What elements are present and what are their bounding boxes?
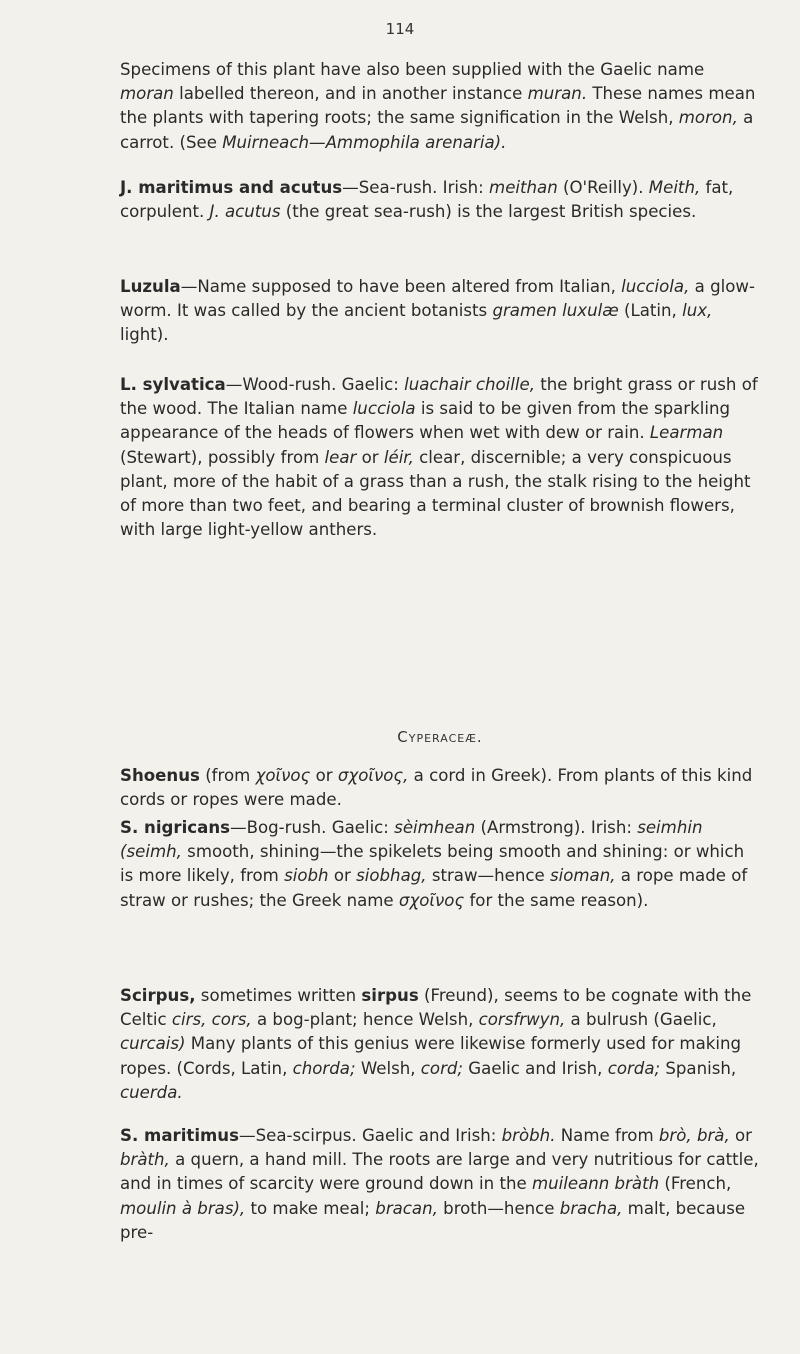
text-run: (French, — [659, 1174, 732, 1194]
term-bold: Shoenus — [120, 766, 200, 785]
term-italic: Learman — [649, 423, 724, 443]
term-italic: sioman, — [549, 866, 616, 886]
text-run: Gaelic and Irish, — [463, 1058, 608, 1078]
term-italic: cord; — [420, 1058, 464, 1078]
term-italic: sèimhean — [394, 818, 476, 837]
term-italic: bràth, — [120, 1150, 170, 1170]
text-run: a bog-plant; hence Welsh, — [251, 1010, 479, 1030]
term-italic: cuerda. — [120, 1082, 183, 1102]
text-run: fat, corpulent. — [120, 178, 734, 222]
term-italic: luachair choille, — [404, 375, 535, 394]
text-run: (from — [199, 766, 256, 785]
paragraph-juncus-maritimus — [120, 176, 760, 224]
term-italic: corsfrwyn, — [478, 1010, 566, 1030]
page-number: 114 — [385, 20, 415, 38]
paragraph-luzula — [120, 275, 760, 348]
term-bold: S. nigricans — [120, 818, 231, 837]
text-run: or — [328, 866, 357, 886]
term-bold: S. maritimus — [120, 1126, 239, 1145]
paragraph-scirpus-maritimus — [120, 1124, 760, 1245]
paragraph-moran — [120, 58, 760, 155]
text-run: Specimens of this plant have also been supplied with the Gaelic name — [120, 60, 705, 79]
term-italic: lear — [324, 447, 357, 467]
term-italic: brò, brà, — [658, 1126, 730, 1145]
text-run: malt, because pre- — [120, 1198, 746, 1242]
text-run: (the great sea-rush) is the largest British species. — [280, 202, 697, 222]
text-run: smooth, shining—the spikelets being smooth and shining: or which is more likely, from — [120, 842, 745, 886]
text-run: —Wood-rush. Gaelic: — [225, 375, 405, 394]
term-italic: moulin à bras), — [120, 1198, 246, 1218]
term-italic: meithan — [489, 178, 558, 197]
text-run: Spanish, — [660, 1058, 737, 1078]
text-run: straw—hence — [426, 866, 550, 886]
text-run: or — [729, 1126, 752, 1145]
text-run: (Latin, — [618, 301, 683, 321]
term-italic: muran. — [527, 84, 588, 104]
text-run: labelled thereon, and in another instance — [173, 84, 528, 104]
text-run: —Name supposed to have been altered from Italian, — [180, 277, 622, 296]
paragraph-luzula-sylvatica — [120, 373, 760, 542]
text-run: These names mean the plants with tapering roots; the same signification in the Welsh, — [120, 84, 756, 128]
text-run: or — [356, 447, 384, 467]
text-run: is said to be given from the sparkling appearance of the heads of flowers when wet with dew or rain. — [120, 399, 731, 443]
paragraph-shoenus — [120, 764, 760, 812]
term-italic: cirs, cors, — [171, 1010, 252, 1030]
section-heading: Cyperaceæ. — [397, 728, 483, 746]
term-bold: Scirpus, — [120, 986, 196, 1005]
term-italic: léir, — [383, 447, 414, 467]
term-italic: Muirneach—Ammophila arenaria). — [222, 132, 507, 152]
text-run: —Sea-scirpus. Gaelic and Irish: — [239, 1126, 502, 1145]
text-run: (Stewart), possibly from — [120, 447, 325, 467]
text-run: a carrot. (See — [120, 108, 754, 152]
text-run: a rope made of straw or rushes; the Greek name — [120, 866, 748, 910]
term-italic: lux, — [682, 301, 713, 321]
term-bold: L. sylvatica — [120, 375, 226, 394]
text-run: (O'Reilly). — [557, 178, 649, 197]
text-run: for the same reason). — [464, 890, 649, 910]
term-italic: lucciola — [352, 399, 416, 419]
text-run: —Bog-rush. Gaelic: — [230, 818, 395, 837]
term-bold: J. maritimus and acutus — [120, 178, 343, 197]
term-italic: siobhag, — [356, 866, 427, 886]
text-run: Welsh, — [355, 1058, 421, 1078]
term-italic: bracha, — [559, 1198, 623, 1218]
term-italic: siobh — [284, 866, 329, 886]
text-run: clear, discernible; a very conspicuous plant, more of the habit of a grass than a rush, the stalk rising to the height of more than two feet, and bearing a terminal cluster of brownish flowers, with large light-yellow anthers. — [120, 447, 751, 540]
term-italic: lucciola, — [621, 277, 690, 296]
text-run: sometimes written — [195, 986, 362, 1005]
term-italic: corda; — [607, 1058, 661, 1078]
text-run: to make meal; — [245, 1198, 376, 1218]
text-run: Name from — [555, 1126, 659, 1145]
term-bold: Luzula — [120, 277, 181, 296]
term-italic: moran — [120, 84, 174, 104]
term-italic: chorda; — [292, 1058, 356, 1078]
text-run: the bright grass or rush of the wood. The Italian name — [120, 375, 758, 419]
text-run: a bulrush (Gaelic, — [565, 1010, 717, 1030]
paragraph-shoenus-nigricans — [120, 816, 760, 913]
term-italic: gramen luxulæ — [492, 301, 619, 321]
term-italic: σχοῖνος, — [337, 766, 409, 785]
text-run: (Armstrong). Irish: — [475, 818, 638, 837]
term-italic: J. acutus — [209, 202, 281, 222]
text-run: Many plants of this genius were likewise formerly used for making ropes. (Cords, Latin, — [120, 1034, 742, 1078]
term-italic: χοῖνος — [255, 766, 311, 785]
text-run: —Sea-rush. Irish: — [342, 178, 490, 197]
paragraph-scirpus — [120, 984, 760, 1105]
text-run: a cord in Greek). From plants of this kind cords or ropes were made. — [120, 766, 753, 810]
text-run: broth—hence — [437, 1198, 560, 1218]
term-italic: moron, — [678, 108, 738, 128]
term-italic: muileann bràth — [531, 1174, 660, 1194]
text-run: or — [310, 766, 338, 785]
text-run: a glow-worm. It was called by the ancient botanists — [120, 277, 755, 321]
text-run: (Freund), seems to be cognate with the Celtic — [120, 986, 752, 1030]
text-run: light). — [120, 325, 169, 345]
term-italic: bracan, — [375, 1198, 438, 1218]
term-bold: sirpus — [361, 986, 419, 1005]
term-italic: seimhin (seimh, — [120, 818, 703, 862]
term-italic: bròbh. — [501, 1126, 556, 1145]
term-italic: σχοῖνος — [398, 890, 465, 910]
term-italic: curcais) — [120, 1034, 186, 1054]
text-run: a quern, a hand mill. The roots are large and very nutritious for cattle, and in times of scarcity were ground down in the — [120, 1150, 759, 1194]
term-italic: Meith, — [648, 178, 701, 197]
